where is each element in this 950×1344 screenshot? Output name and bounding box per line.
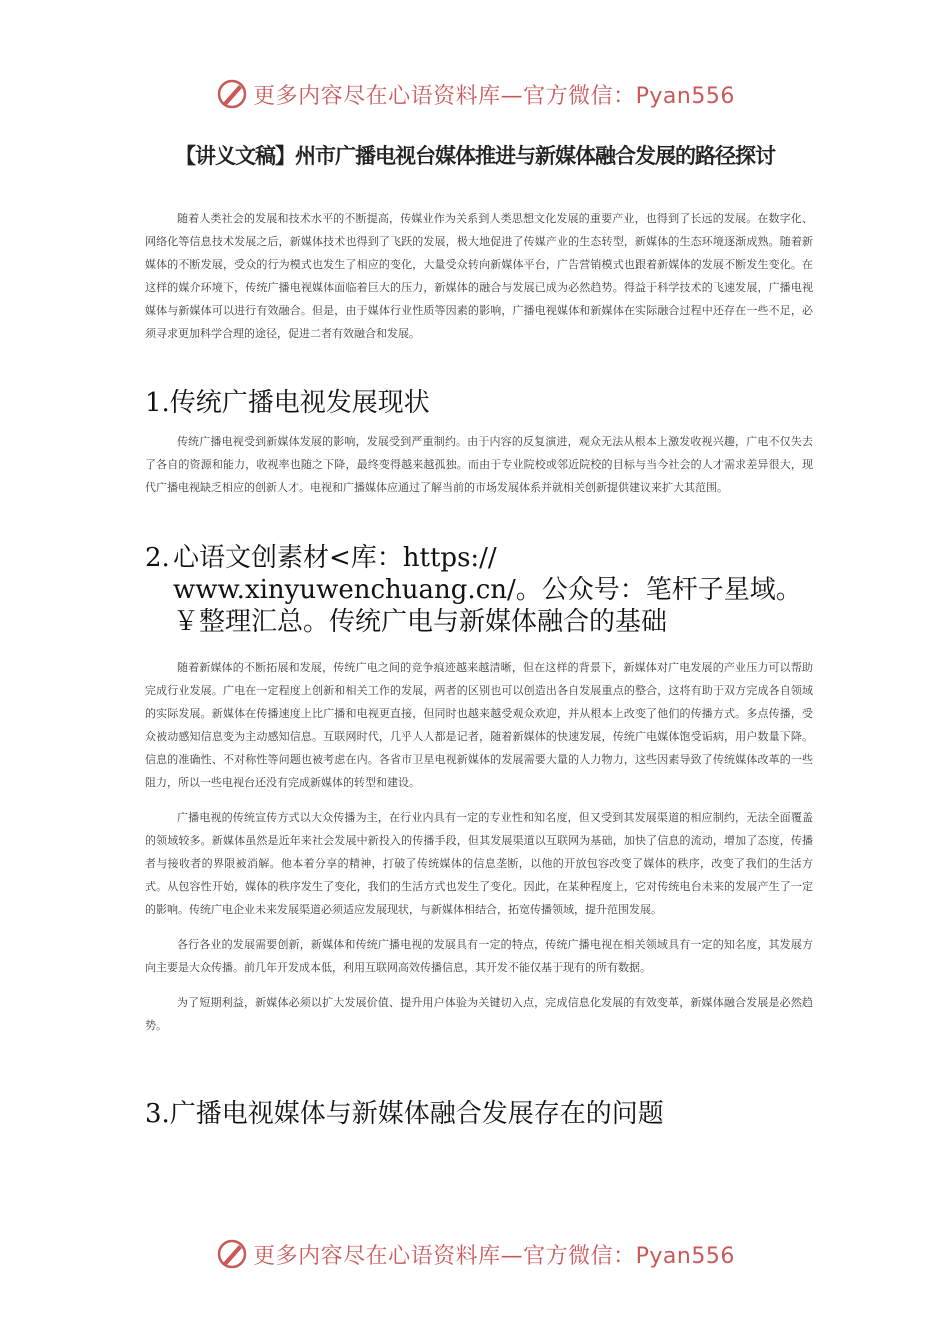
section-2-line-1: 心语文创素材<库：https:// — [173, 543, 497, 573]
banner-text: 更多内容尽在心语资料库—官方微信：Pyan556 — [253, 1243, 735, 1269]
section-2-paragraph-1: 随着新媒体的不断拓展和发展，传统广电之间的竞争痕迹越来越清晰，但在这样的背景下，新媒体对广电发展的产业压力可以帮助完成行业发展。广电在一定程度上创新和相关工作的发展，两者的区别也可以创造出各自发展重点的整合，这将有助于双方完成各自领域的实际发展。新媒体在传播速度上比广播和电视更直接，但同时也越来越受观众欢迎，并从根本上改变了他们的传播方式。多点传播，受众被动感知信息变为主动感知信息。互联网时代，几乎人人都是记者，随着新媒体的快速发展，传统广电媒体饱受诟病，用户数量下降。信息的准确性、不对称性等问题也被考虑在内。各省市卫星电视新媒体的发展需要大量的人力物力，这些因素导致了传统媒体改革的一些阻力，所以一些电视台还没有完成新媒体的转型和建设。 — [145, 661, 813, 789]
section-2-number: 2. — [145, 543, 170, 573]
section-1-body — [145, 430, 813, 499]
document-title: 【讲义文稿】州市广播电视台媒体推进与新媒体融合发展的路径探讨 — [175, 144, 775, 168]
section-1-paragraph: 传统广播电视受到新媒体发展的影响，发展受到严重制约。由于内容的反复演进，观众无法从根本上激发收视兴趣，广电不仅失去了各自的资源和能力，收视率也随之下降，最终变得越来越孤独。而由于专业院校或邻近院校的目标与当今社会的人才需求差异很大，现代广播电视缺乏相应的创新人才。电视和广播媒体应通过了解当前的市场发展体系并就相关创新提供建议来扩大其范围。 — [145, 435, 813, 494]
banner-text: 更多内容尽在心语资料库—官方微信：Pyan556 — [253, 83, 735, 109]
section-3-heading: 3.广播电视媒体与新媒体融合发展存在的问题 — [145, 1099, 664, 1129]
header-watermark-banner — [0, 72, 950, 116]
pen-logo-icon — [215, 1237, 249, 1271]
section-2-line-2: www.xinyuwenchuang.cn/。公众号：笔杆子星域。 — [173, 575, 802, 605]
section-2-line-3: ￥整理汇总。传统广电与新媒体融合的基础 — [173, 607, 668, 637]
footer-watermark-banner — [0, 1232, 950, 1276]
intro-paragraph: 随着人类社会的发展和技术水平的不断提高，传媒业作为关系到人类思想文化发展的重要产业，也得到了长远的发展。在数字化、网络化等信息技术发展之后，新媒体技术也得到了飞跃的发展，极大地促进了传媒产业的生态转型，新媒体的生态环境逐渐成熟。随着新媒体的不断发展，受众的行为模式也发生了相应的变化，大量受众转向新媒体平台，广告营销模式也跟着新媒体的发展不断发生变化。在这样的媒介环境下，传统广播电视媒体面临着巨大的压力，新媒体的融合与发展已成为必然趋势。得益于科学技术的飞速发展，广播电视媒体与新媒体可以进行有效融合。但是，由于媒体行业性质等因素的影响，广播电视媒体和新媒体在实际融合过程中还存在一些不足，必须寻求更加科学合理的途径，促进二者有效融合和发展。 — [145, 212, 813, 340]
section-1-heading: 1.传统广播电视发展现状 — [145, 388, 430, 418]
section-2-paragraph-2: 广播电视的传统宣传方式以大众传播为主，在行业内具有一定的专业性和知名度，但又受到其发展渠道的相应制约，无法全面覆盖的领域较多。新媒体虽然是近年来社会发展中新投入的传播手段，但其发展渠道以互联网为基础，加快了信息的流动，增加了态度，传播者与接收者的界限被消解。他本着分享的精神，打破了传统媒体的信息垄断，以他的开放包容改变了媒体的秩序，改变了我们的生活方式。从包容性开始，媒体的秩序发生了变化，我们的生活方式也发生了变化。因此，在某种程度上，它对传统电台未来的发展产生了一定的影响。传统广电企业未来发展渠道必须适应发展现状，与新媒体相结合，拓宽传播领域，提升范围发展。 — [145, 811, 813, 916]
section-2-heading — [145, 542, 825, 638]
section-2-body — [145, 656, 813, 1037]
pen-logo-icon — [215, 77, 249, 111]
intro-block — [145, 207, 813, 345]
section-2-paragraph-4: 为了短期利益，新媒体必须以扩大发展价值、提升用户体验为关键切入点，完成信息化发展的有效变革，新媒体融合发展是必然趋势。 — [145, 996, 813, 1032]
section-2-paragraph-3: 各行各业的发展需要创新，新媒体和传统广播电视的发展具有一定的特点，传统广播电视在相关领域具有一定的知名度，其发展方向主要是大众传播。前几年开发成本低，利用互联网高效传播信息，其开发不能仅基于现有的所有数据。 — [145, 938, 813, 974]
